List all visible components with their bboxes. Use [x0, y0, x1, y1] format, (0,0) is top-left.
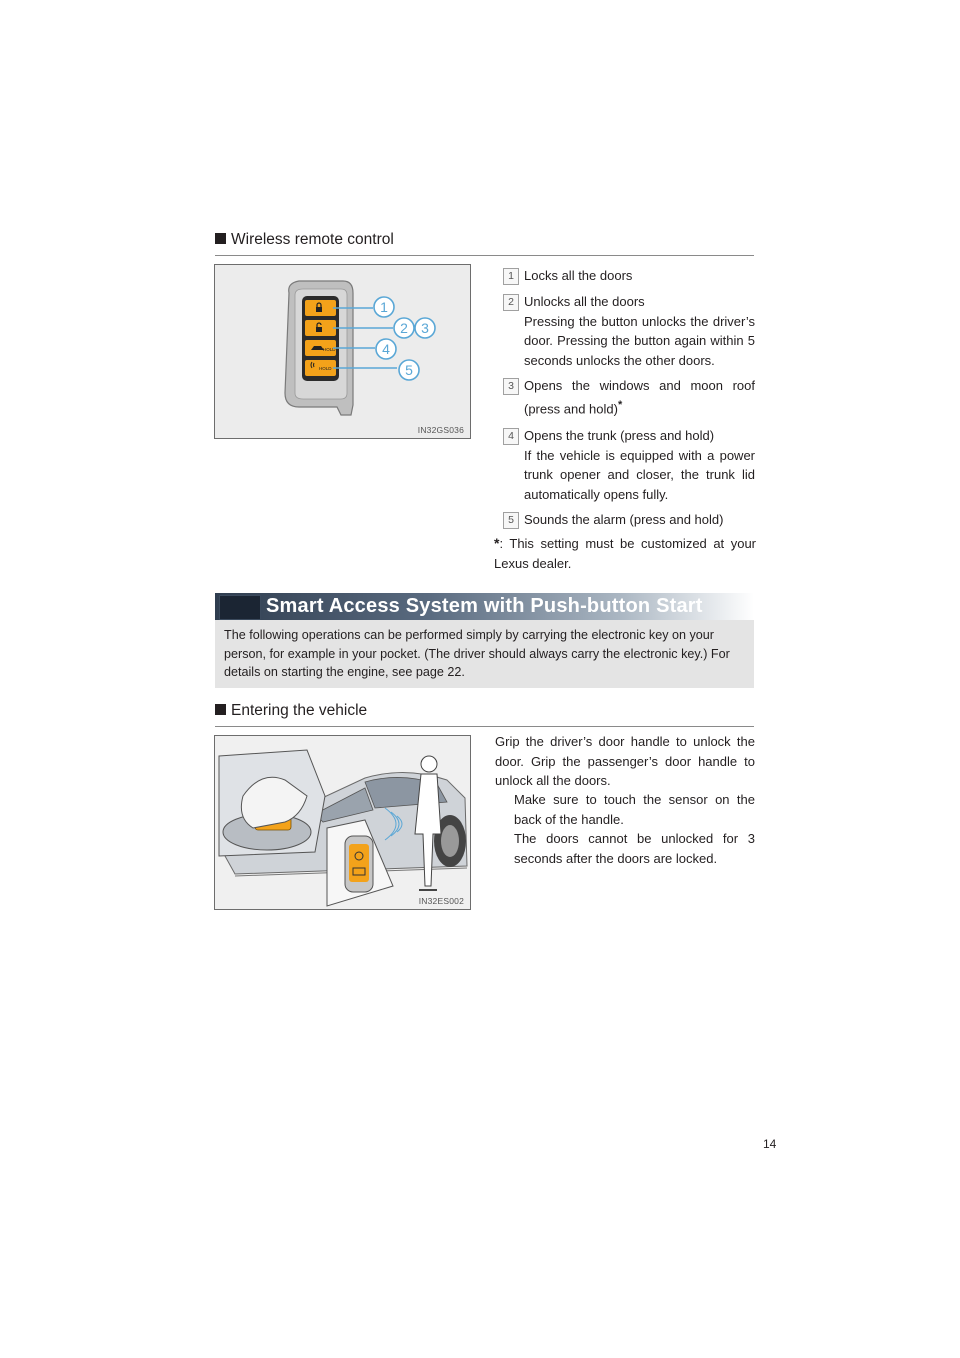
section-heading-text: Wireless remote control	[231, 231, 394, 248]
callout-3: 3	[421, 320, 429, 336]
footnote	[494, 534, 756, 573]
callout-4: 4	[382, 341, 390, 357]
item-number-badge: 5	[503, 512, 519, 529]
section-heading-text: Entering the vehicle	[231, 702, 368, 719]
item-description: If the vehicle is equipped with a power trunk opener and closer, the trunk lid automatically opens fully.	[524, 447, 755, 502]
item-title: Locks all the doors	[524, 268, 633, 283]
list-item-5	[503, 510, 755, 530]
vehicle-entry-illustration	[215, 736, 470, 909]
list-item-1	[503, 266, 755, 286]
footnote-marker: *	[494, 535, 500, 551]
section-heading-wireless	[215, 229, 754, 256]
callout-5: 5	[405, 362, 413, 378]
item-number-badge: 1	[503, 268, 519, 285]
banner-title: Smart Access System with Push-button Start	[266, 595, 703, 617]
intro-box: The following operations can be performed simply by carrying the electronic key on your person, for example in your pocket. (The driver should always carry the electronic key.) For details on starting the engine, see page 22.	[215, 620, 754, 688]
figure-code: IN32ES002	[418, 896, 464, 906]
footnote-text: : This setting must be customized at your Lexus dealer.	[494, 536, 756, 571]
list-item-2	[503, 292, 755, 370]
entering-note-2: The doors cannot be unlocked for 3 seconds after the doors are locked.	[514, 831, 755, 866]
callout-1: 1	[380, 299, 388, 315]
item-title: Opens the trunk (press and hold)	[524, 428, 715, 443]
item-title-text: Opens the windows and moon roof (press and hold)	[524, 378, 755, 416]
asterisk-marker: *	[617, 398, 623, 411]
banner-thumbnail	[219, 595, 261, 620]
key-fob-illustration	[215, 265, 470, 438]
item-number-badge: 2	[503, 294, 519, 311]
vehicle-entry-figure	[214, 735, 471, 910]
item-title: Sounds the alarm (press and hold)	[524, 512, 724, 527]
alarm-hold-label: HOLD	[319, 366, 332, 371]
item-number-badge: 4	[503, 428, 519, 445]
square-bullet-icon	[215, 704, 226, 715]
page-number: 14	[763, 1137, 777, 1151]
square-bullet-icon	[215, 233, 226, 244]
list-item-4	[503, 426, 755, 504]
section-banner	[215, 593, 754, 620]
callout-2: 2	[400, 320, 408, 336]
item-title: Unlocks all the doors	[524, 294, 645, 309]
list-item-3	[503, 376, 755, 418]
item-title	[524, 376, 755, 418]
trunk-hold-label: HOLD	[323, 347, 336, 352]
item-number-badge: 3	[503, 378, 519, 395]
figure-code: IN32GS036	[417, 425, 464, 435]
entering-paragraph: Grip the driver’s door handle to unlock the door. Grip the passenger’s door handle to unlock all the doors.	[495, 734, 755, 788]
item-description: Pressing the button unlocks the driver’s door. Pressing the button again within 5 seconds unlocks the other doors.	[524, 313, 755, 368]
section-heading-entering	[215, 700, 754, 727]
key-fob-figure	[214, 264, 471, 439]
entering-note-1: Make sure to touch the sensor on the back of the handle.	[514, 792, 755, 827]
